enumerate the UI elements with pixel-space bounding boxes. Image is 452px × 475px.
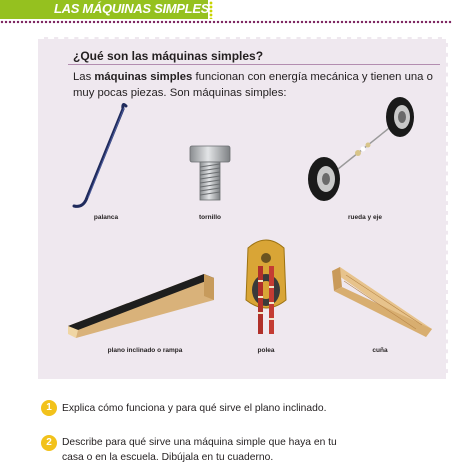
header-dotted-border (209, 1, 213, 19)
activity-1-badge: 1 (41, 400, 57, 416)
wheel-axle-icon (300, 93, 425, 205)
panel-dashed-border-top (38, 37, 448, 39)
ramp-icon (64, 268, 220, 340)
section-header-title: LAS MÁQUINAS SIMPLES (54, 1, 210, 16)
activity-2-badge: 2 (41, 435, 57, 451)
term-simple-machines: máquinas simples (94, 71, 193, 83)
intro-paragraph: Las máquinas simples funcionan con energía mecánica y tienen una o muy pocas piezas. Son máquinas simples: (73, 71, 433, 99)
caption-palanca: palanca (93, 214, 119, 221)
wedge-icon (326, 265, 436, 340)
question-heading: ¿Qué son las máquinas simples? (73, 49, 264, 63)
caption-tornillo: tornillo (198, 214, 222, 221)
screw-icon (186, 143, 234, 203)
caption-rueda-eje: rueda y eje (348, 214, 382, 221)
pulley-icon (238, 236, 294, 336)
caption-polea: polea (257, 347, 275, 354)
heading-divider (68, 64, 440, 65)
caption-cuna: cuña (372, 347, 388, 354)
header-dotted-rule (0, 20, 452, 24)
wheel-back (386, 97, 414, 137)
caption-plano-inclinado: plano inclinado o rampa (107, 347, 183, 354)
wheel-front (308, 157, 340, 201)
panel-dashed-border-right (446, 37, 448, 379)
activity-1-text: Explica cómo funciona y para qué sirve el plano inclinado. (62, 403, 327, 414)
crowbar-icon (66, 100, 136, 215)
activity-2-text: Describe para qué sirve una máquina simple que haya en tu casa o en la escuela. Dibújala en tu cuaderno. (62, 437, 337, 463)
